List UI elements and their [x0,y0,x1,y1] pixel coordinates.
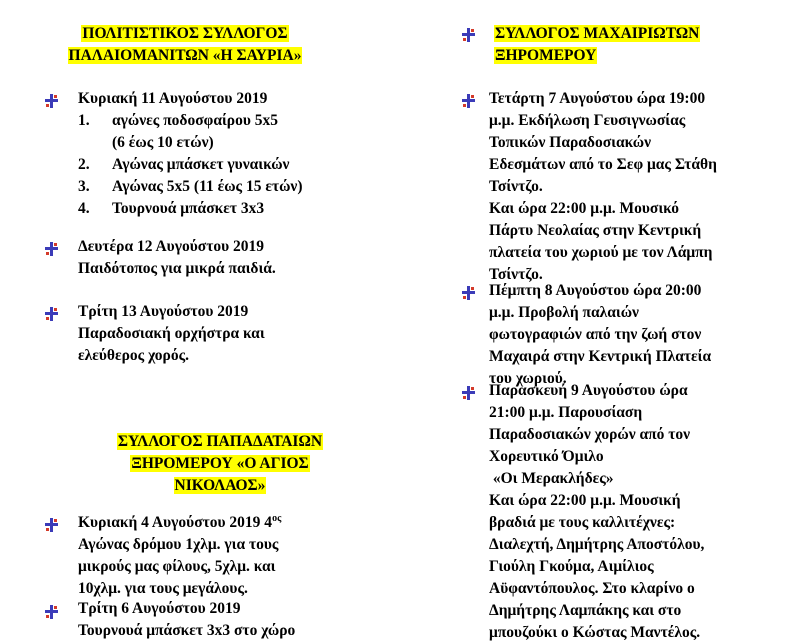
bullet-icon [45,94,58,108]
list-item-continued: (6 έως 10 ετών) [112,134,214,151]
list-item: 1. αγώνες ποδοσφαίρου 5x5 [78,112,279,129]
org1-heading [0,23,370,67]
list-item: 3. Αγώνας 5x5 (11 έως 15 ετών) [78,178,303,195]
event-block: Τετάρτη 7 Αυγούστου ώρα 19:00 μ.μ. Εκδήλωση Γευσιγνωσίας Τοπικών Παραδοσιακών Εδεσμάτων από το Σεφ μας Στάθη Τσίντζο. Και ώρα 22:00 μ.μ. Μουσικό Πάρτυ Νεολαίας στην Κεντρική πλατεία του χωριού με τον Λάμπη Τσίντζο. [489,90,717,283]
event-block: Παρασκευή 9 Αυγούστου ώρα 21:00 μ.μ. Παρουσίαση Παραδοσιακών χορών από τον Χορευτικό Όμιλο «Οι Μερακλήδες» Και ώρα 22:00 μ.μ. Μουσική βραδιά με τους καλλιτέχνες: Διαλεχτή, Δημήτρης Αποστόλου, Γιούλη Γκούμα, Αιμίλιος Αϋφαντόπουλος. Στο κλαρίνο ο Δημήτρης Λαμπάκης και στο μπουζούκι ο Κώστας Μαντέλος. [489,382,705,641]
org2-heading [0,431,440,497]
event-block: Πέμπτη 8 Αυγούστου ώρα 20:00 μ.μ. Προβολή παλαιών φωτογραφιών από την ζωή στον Μαχαιρά στην Κεντρική Πλατεία του χωριού. [489,282,712,387]
bullet-icon [462,28,475,42]
org2-title-line2: ΞΗΡΟΜΕΡΟΥ «Ο ΑΓΙΟΣ [131,455,309,472]
org1-title-line2: ΠΑΛΑΙΟΜΑΝΙΤΩΝ «Η ΣΑΥΡΙΑ» [68,47,302,64]
bullet-icon [45,518,58,532]
event-date: Κυριακή 11 Αυγούστου 2019 [78,90,268,107]
bullet-icon [462,386,475,400]
org3-heading [494,23,784,67]
event-block: Δευτέρα 12 Αυγούστου 2019 Παιδότοπος για μικρά παιδιά. [78,238,276,277]
list-item: 4. Τουρνουά μπάσκετ 3x3 [78,200,265,217]
list-item: 2. Αγώνας μπάσκετ γυναικών [78,156,290,173]
bullet-icon [45,307,58,321]
bullet-icon [462,286,475,300]
org3-title-line2: ΞΗΡΟΜΕΡΟΥ [495,47,597,64]
org1-title-line1: ΠΟΛΙΤΙΣΤΙΚΟΣ ΣΥΛΛΟΓΟΣ [82,25,288,42]
org3-title-line1: ΣΥΛΛΟΓΟΣ ΜΑΧΑΙΡΙΩΤΩΝ [495,25,700,42]
bullet-icon [462,94,475,108]
event-block: Τρίτη 6 Αυγούστου 2019 Τουρνουά μπάσκετ 3x3 στο χώρο [78,600,296,639]
bullet-icon [45,605,58,619]
event-block: Κυριακή 4 Αυγούστου 2019 $4^{o\varsigma}$ Αγώνας δρόμου 1χλμ. για τους μικρούς μας φίλους, 5χλμ. και 10χλμ. για τους μεγάλους. [78,512,282,597]
event-block: Τρίτη 13 Αυγούστου 2019 Παραδοσιακή ορχήστρα και ελεύθερος χορός. [78,303,265,364]
org2-title-line3: ΝΙΚΟΛΑΟΣ» [174,477,266,494]
bullet-icon [45,242,58,256]
org2-title-line1: ΣΥΛΛΟΓΟΣ ΠΑΠΑΔΑΤΑΙΩΝ [117,433,323,450]
activity-list [78,110,303,220]
